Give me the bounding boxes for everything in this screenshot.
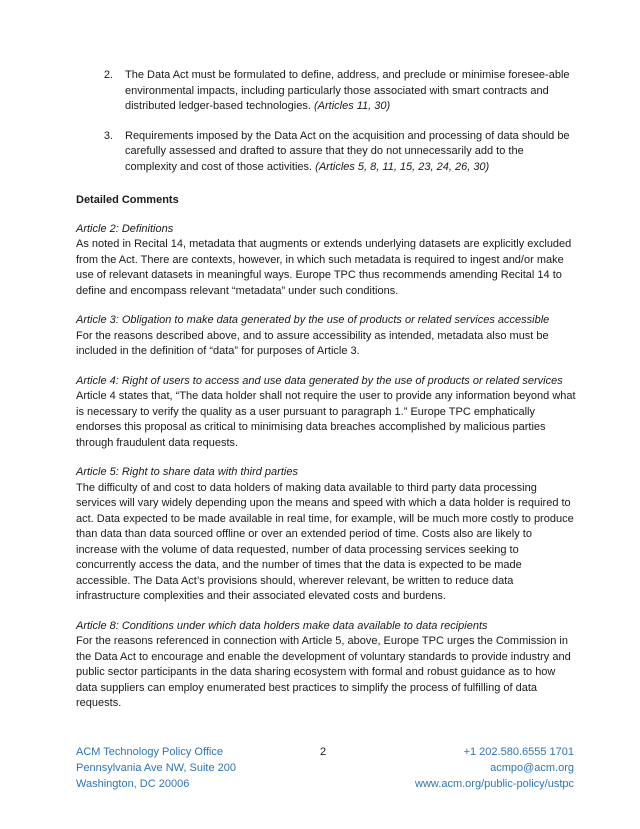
section-heading: Detailed Comments [76,194,179,206]
item-text: Requirements imposed by the Data Act on the acquisition and processing of data should be carefully assessed and drafted to assure that they do not unnecessarily add to the complexity and cost of those activities. [125,129,570,173]
article-body: For the reasons described above, and to assure accessibility as intended, metadata also must be included in the definition of “data” for purposes of Article 3. [76,329,549,357]
document-page [76,68,576,726]
article-reference: (Articles 11, 30) [313,100,391,112]
numbered-item-3 [76,129,576,176]
article-title: Article 8: Conditions under which data holders make data available to data recipients [76,619,488,632]
article-4-comment [76,374,576,452]
article-body: For the reasons referenced in connection with Article 5, above, Europe TPC urges the Commission in the Data Act to encourage and enable the development of voluntary standards to provide industry and public sector participants in the data sharing ecosystem with formal and robust guidance as to how data suppliers can employ enumerated best practices to simplify the process of fulfilling of data requests. [76,635,571,709]
article-title: Article 3: Obligation to make data generated by the use of products or related services accessible [76,314,550,326]
article-title: Article 4: Right of users to access and use data generated by the use of products or related services [76,374,563,387]
article-body: The difficulty of and cost to data holders of making data available to third party data processing services will vary widely depending upon the means and speed with which a data holder is required to act. Data expected to be made available in real time, for example, will be much more costly to produce than data than data sourced offline or over an extended period of time. Costs also are likely to increase with the volume of data requested, number of data processing services seeking to concurrently access the data, and the number of times that the data is expected to be made accessible. The Data Act’s provisions should, wherever relevant, be written to reduce data infrastructure complexities and their associated elevated costs and burdens. [76,481,574,602]
footer-street: Pennsylvania Ave NW, Suite 200 [76,762,237,774]
article-3-comment [76,313,576,360]
item-number: 2. [103,69,113,81]
article-body: As noted in Recital 14, metadata that augments or extends underlying datasets are explicitly excluded from the Act. There are contexts, however, in which such metadata is required to ingest and/or make use of relevant datasets in meaningful ways. Europe TPC thus recommends amending Recital 14 to define and encompass relevant “metadata” under such conditions. [76,238,572,297]
article-2-comment [76,222,576,300]
footer-city: Washington, DC 20006 [76,778,190,790]
item-text: The Data Act must be formulated to define, address, and preclude or minimise foresee-able environmental impacts, including particularly those associated with smart contracts and distributed ledger-based technologies. [125,69,570,112]
footer-email-link[interactable]: acmpo@acm.org [490,762,574,774]
numbered-item-2 [76,68,576,115]
page-number: 2 [320,746,327,758]
article-8-comment [76,619,576,712]
footer-office-name: ACM Technology Policy Office [76,746,223,758]
footer-website-link[interactable]: www.acm.org/public-policy/ustpc [415,778,574,790]
footer-contact [415,744,574,792]
article-body: Article 4 states that, “The data holder shall not require the user to provide any information beyond what is necessary to verify the quality as a user pursuant to paragraph 1.” Europe TPC emphatically endorses this proposal as critical to minimising data breaches accomplished by malicious parties through fraudulent data requests. [76,390,576,449]
footer-phone: +1 202.580.6555 1701 [463,746,574,758]
article-title: Article 2: Definitions [76,222,174,235]
footer-address [76,744,236,792]
article-5-comment [76,465,576,605]
item-number: 3. [103,129,113,142]
article-reference: (Articles 5, 8, 11, 15, 23, 24, 26, 30) [315,160,490,173]
article-title: Article 5: Right to share data with third parties [76,466,298,478]
